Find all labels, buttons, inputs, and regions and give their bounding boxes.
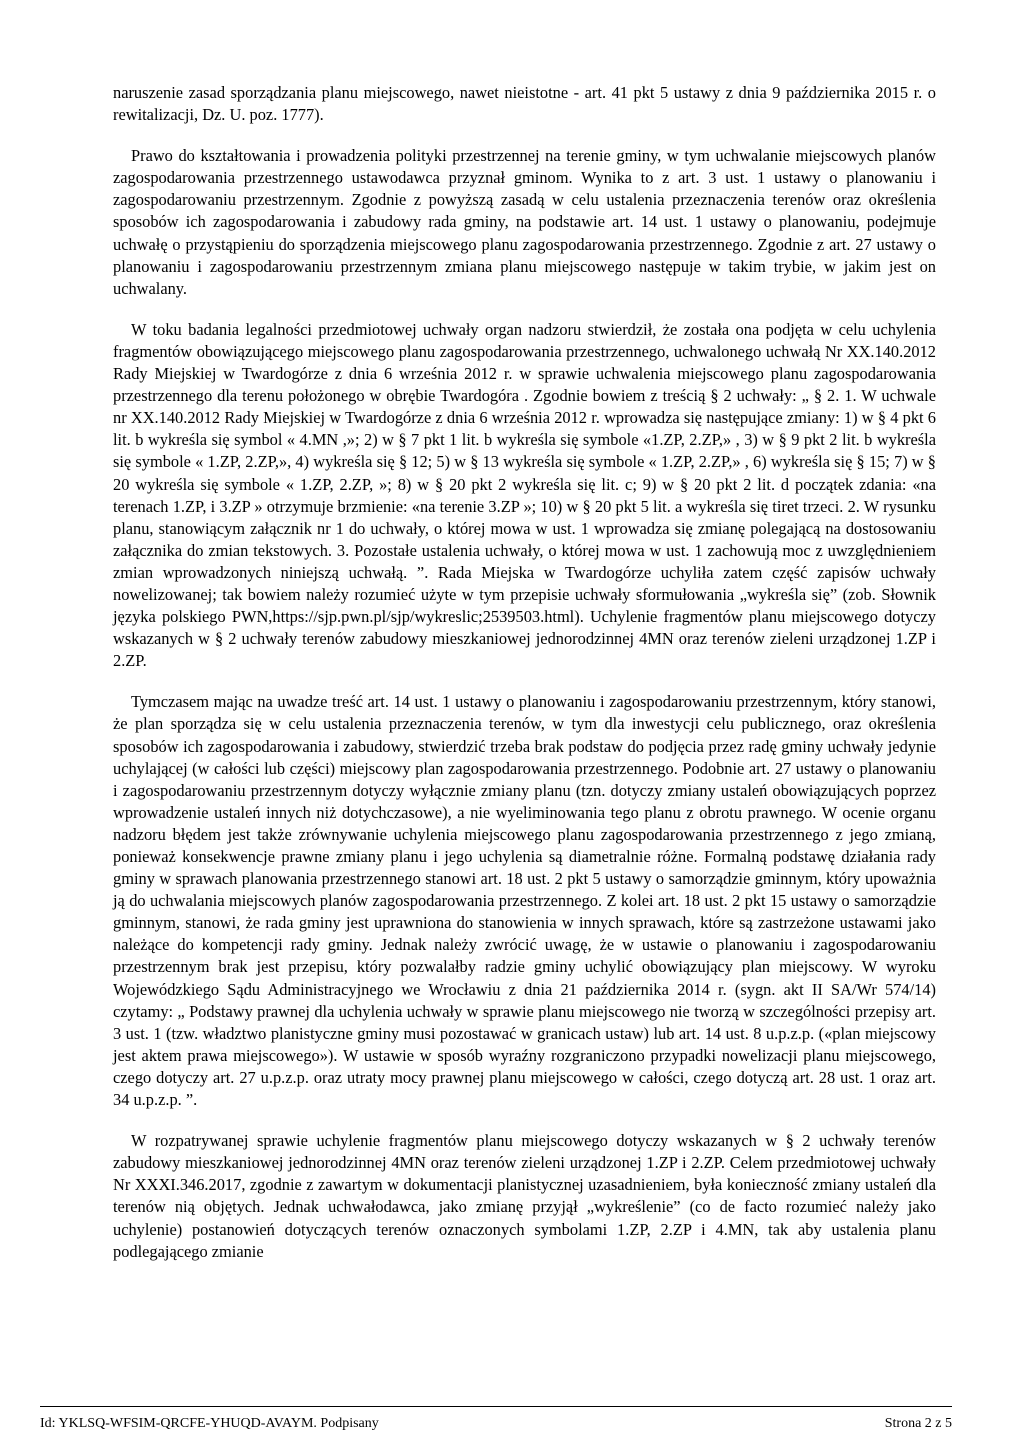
page-footer (40, 1406, 952, 1433)
paragraph: W rozpatrywanej sprawie uchylenie fragmentów planu miejscowego dotyczy wskazanych w § 2 uchwały terenów zabudowy mieszkaniowej jednorodzinnej 4MN oraz terenów zieleni urządzonej 1.ZP i 2.ZP. Celem przedmiotowej uchwały Nr XXXI.346.2017, zgodnie z zawartym w dokumentacji planistycznej uzasadnieniem, była konieczność zmiany ustaleń dla terenów nią objętych. Jednak uchwałodawca, jako zmianę przyjął „wykreślenie” (co de facto rozumieć należy jako uchylenie) postanowień dotyczących terenów oznaczonych symbolami 1.ZP, 2.ZP i 4.MN, tak aby ustalenia planu podlegającego zmianie (113, 1131, 936, 1261)
page-number: Strona 2 z 5 (884, 1416, 952, 1431)
paragraph: W toku badania legalności przedmiotowej uchwały organ nadzoru stwierdził, że została ona podjęta w celu uchylenia fragmentów obowiązującego miejscowego planu zagospodarowania przestrzennego, uchwalonego uchwałą Nr XX.140.2012 Rady Miejskiej w Twardogórze z dnia 6 września 2012 r. w sprawie uchwalenia miejscowego planu zagospodarowania przestrzennego dla terenu położonego w obrębie Twardogóra . Zgodnie bowiem z treścią § 2 uchwały: „ § 2. 1. W uchwale nr XX.140.2012 Rady Miejskiej w Twardogórze z dnia 6 września 2012 r. wprowadza się następujące zmiany: 1) w § 4 pkt 6 lit. b wykreśla się symbol « 4.MN ,»; 2) w § 7 pkt 1 lit. b wykreśla się symbole «1.ZP, 2.ZP,» , 3) w § 9 pkt 2 lit. b wykreśla się symbole « 1.ZP, 2.ZP,», 4) wykreśla się § 12; 5) w § 13 wykreśla się symbole « 1.ZP, 2.ZP,» , 6) wykreśla się § 15; 7) w § 20 wykreśla się symbole « 1.ZP, 2.ZP, »; 8) w § 20 pkt 2 wykreśla się lit. c; 9) w § 20 pkt 2 lit. d początek zdania: «na terenach 1.ZP, i 3.ZP » otrzymuje brzmienie: «na terenie 3.ZP »; 10) w § 20 pkt 5 lit. a wykreśla się tiret trzeci. 2. W rysunku planu, stanowiącym załącznik nr 1 do uchwały, o której mowa w ust. 1 wprowadza się zmianę polegającą na dostosowaniu załącznika do zmian tekstowych. 3. Pozostałe ustalenia uchwały, o której mowa w ust. 1 zachowują moc z uwzględnieniem zmian wprowadzonych niniejszą uchwałą. ”. Rada Miejska w Twardogórze uchyliła zatem część zapisów uchwały nowelizowanej; tak bowiem należy rozumieć użyte w tym przepisie uchwały sformułowania „wykreśla się” (zob. Słownik języka polskiego PWN,https://sjp.pwn.pl/sjp/wykreslic;2539503.html). Uchylenie fragmentów planu miejscowego dotyczy wskazanych w § 2 uchwały terenów zabudowy mieszkaniowej jednorodzinnej 4MN oraz terenów zieleni urządzonej 1.ZP i 2.ZP. (113, 319, 936, 671)
document-body (113, 82, 936, 1282)
paragraph: Prawo do kształtowania i prowadzenia polityki przestrzennej na terenie gminy, w tym uchwalanie miejscowych planów zagospodarowania przestrzennego ustawodawca przyznał gminom. Wynika to z art. 3 ust. 1 ustawy o planowaniu i zagospodarowaniu przestrzennym. Zgodnie z powyższą zasadą w celu ustalenia przeznaczenia terenów oraz określenia sposobów ich zagospodarowania i zabudowy rada gminy, na podstawie art. 14 ust. 1 ustawy o planowaniu, podejmuje uchwałę o przystąpieniu do sporządzenia miejscowego planu zagospodarowania przestrzennego. Zgodnie z art. 27 ustawy o planowaniu i zagospodarowaniu przestrzennym zmiana planu miejscowego następuje w takim trybie, w jakim jest on uchwalany. (113, 146, 936, 298)
paragraph: Tymczasem mając na uwadze treść art. 14 ust. 1 ustawy o planowaniu i zagospodarowaniu przestrzennym, który stanowi, że plan sporządza się w celu ustalenia przeznaczenia terenów, w tym dla inwestycji celu publicznego, oraz określenia sposobów ich zagospodarowania i zabudowy, stwierdzić trzeba brak podstaw do podjęcia przez radę gminy uchwały jedynie uchylającej (w całości lub części) miejscowy plan zagospodarowania przestrzennego. Podobnie art. 27 ustawy o planowaniu i zagospodarowaniu przestrzennym dotyczy wyłącznie zmiany planu (tzn. dotyczy zmiany ustaleń obowiązujących poprzez wprowadzenie ustaleń innych niż dotychczasowe), a nie wyeliminowania tego planu z obrotu prawnego. W ocenie organu nadzoru błędem jest także zrównywanie uchylenia miejscowego planu zagospodarowania przestrzennego z jego zmianą, ponieważ konsekwencje prawne zmiany planu i jego uchylenia są diametralnie różne. Formalną podstawę działania rady gminy w sprawach planowania przestrzennego stanowi art. 18 ust. 2 pkt 5 ustawy o samorządzie gminnym, który upoważnia ją do uchwalania miejscowych planów zagospodarowania przestrzennego. Z kolei art. 18 ust. 2 pkt 15 ustawy o samorządzie gminnym, stanowi, że rada gminy jest uprawniona do stanowienia w innych sprawach, które są zastrzeżone ustawami jako należące do kompetencji rady gminy. Jednak należy zwrócić uwagę, że w ustawie o planowaniu i zagospodarowaniu przestrzennym brak jest przepisu, który pozwalałby radzie gminy uchylić obowiązujący plan miejscowy. W wyroku Wojewódzkiego Sądu Administracyjnego we Wrocławiu z dnia 21 października 2014 r. (sygn. akt II SA/Wr 574/14) czytamy: „ Podstawy prawnej dla uchylenia uchwały w sprawie planu miejscowego nie tworzą w szczególności przepisy art. 3 ust. 1 (tzw. władztwo planistyczne gminy musi pozostawać w granicach ustaw) lub art. 14 ust. 8 u.p.z.p. («plan miejscowy jest aktem prawa miejscowego»). W ustawie w sposób wyraźny rozgraniczono przypadki nowelizacji planu miejscowego, czego dotyczy art. 27 u.p.z.p. oraz utraty mocy prawnej planu miejscowego w całości, czego dotyczą art. 28 ust. 1 oraz art. 34 u.p.z.p. ”. (113, 692, 936, 1110)
document-id: Id: YKLSQ-WFSIM-QRCFE-YHUQD-AVAYM. Podpisany (40, 1416, 379, 1431)
paragraph: naruszenie zasad sporządzania planu miejscowego, nawet nieistotne - art. 41 pkt 5 ustawy z dnia 9 października 2015 r. o rewitalizacji, Dz. U. poz. 1777). (113, 83, 936, 125)
